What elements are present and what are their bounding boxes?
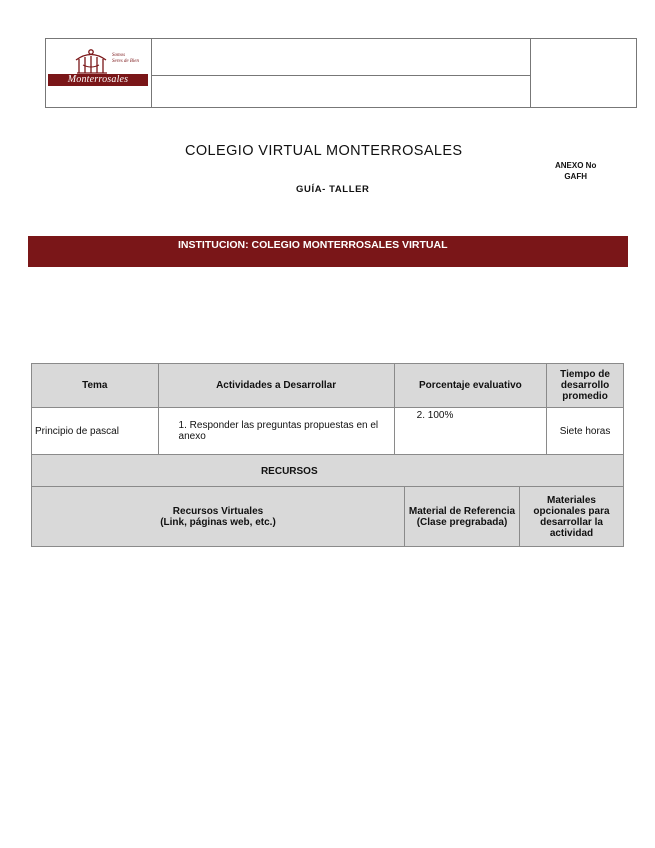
header-recursos-virtuales: Recursos Virtuales (Link, páginas web, etc.)	[32, 487, 405, 547]
table-header-row	[32, 364, 624, 408]
table-row	[32, 408, 624, 455]
anexo-label: ANEXO No GAFH	[555, 161, 597, 181]
header-material-referencia: Material de Referencia (Clase pregrabada)	[405, 487, 520, 547]
header-materiales-opcionales: Materiales opcionales para desarrollar la actividad	[520, 487, 624, 547]
cell-porcentaje: 2. 100%	[394, 408, 546, 455]
header-tiempo: Tiempo de desarrollo promedio	[547, 364, 624, 408]
logo-tagline: Somos Seres de Bien	[112, 53, 140, 64]
recursos-filler	[547, 455, 624, 488]
header-actividades: Actividades a Desarrollar	[158, 364, 394, 408]
institution-banner: INSTITUCION: COLEGIO MONTERROSALES VIRTUAL	[28, 236, 628, 267]
cell-tiempo: Siete horas	[547, 408, 624, 455]
logo-wordmark: Monterrosales	[48, 74, 148, 86]
cell-actividad: 1. Responder las preguntas propuestas en el anexo	[158, 408, 394, 455]
cell-tema: Principio de pascal	[32, 408, 159, 455]
header-porcentaje: Porcentaje evaluativo	[394, 364, 546, 408]
header-title-cell	[152, 39, 530, 76]
logo-cell	[46, 39, 152, 107]
resources-table	[31, 486, 624, 547]
resources-header-row	[32, 487, 624, 547]
recursos-heading: RECURSOS	[32, 455, 547, 488]
page-subtitle: GUÍA- TALLER	[296, 184, 370, 195]
page-title: COLEGIO VIRTUAL MONTERROSALES	[185, 143, 463, 159]
recursos-row	[32, 455, 624, 488]
header-code-cell	[530, 39, 636, 107]
header-tema: Tema	[32, 364, 159, 408]
document-header	[45, 38, 637, 108]
activities-table	[31, 363, 624, 488]
